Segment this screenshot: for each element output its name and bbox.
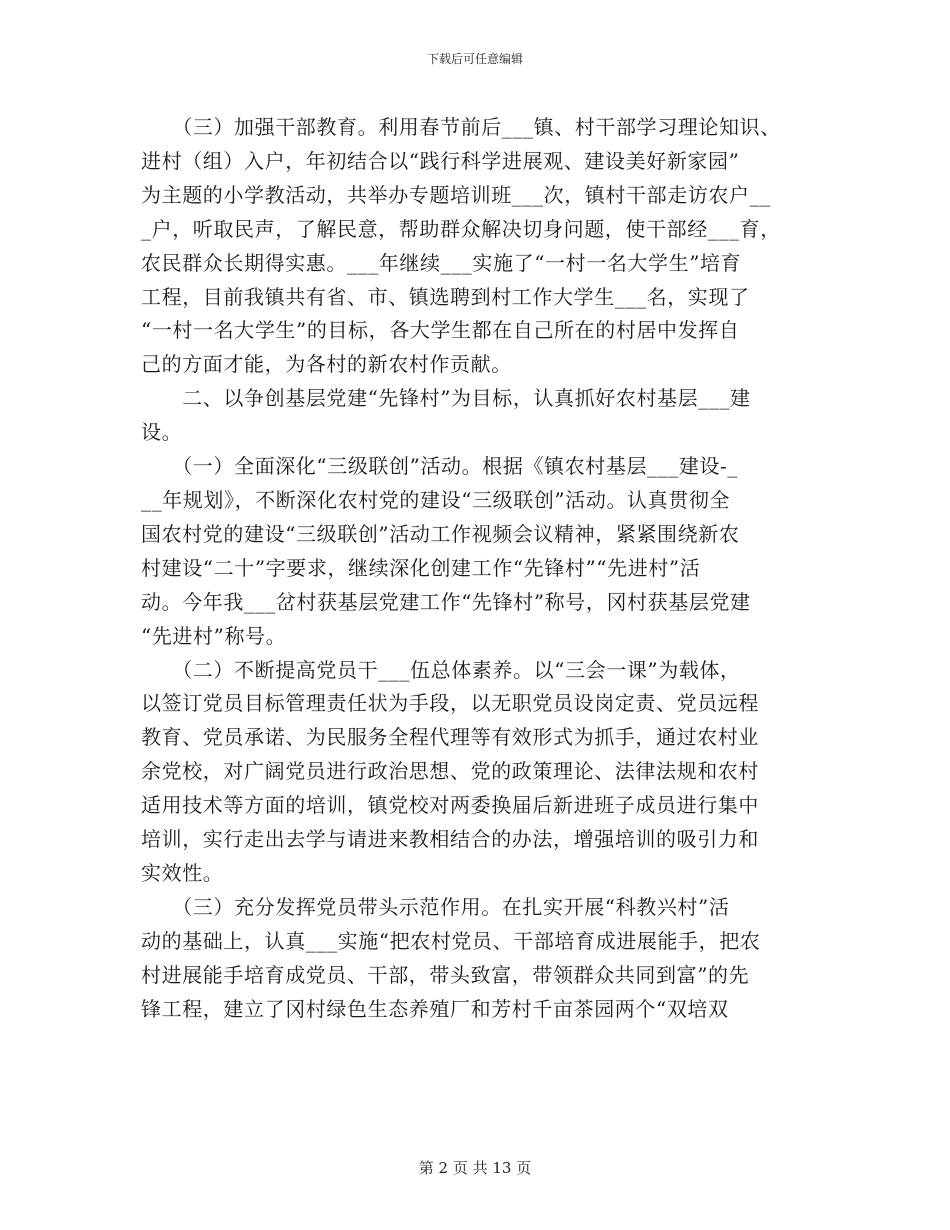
text-line: “先进村”称号。: [141, 623, 287, 648]
text-line: 为主题的小学教活动，共举办专题培训班___次，镇村干部走访农户__: [141, 182, 771, 207]
page-number: 第 2 页 共 13 页: [418, 1159, 532, 1177]
text-line: （三）充分发挥党员带头示范作用。在扎实开展“科教兴村”活: [141, 894, 730, 919]
text-line: 实效性。: [141, 860, 224, 885]
text-line: __年规划》，不断深化农村党的建设“三级联创”活动。认真贯彻全: [141, 487, 731, 512]
text-line: “一村一名大学生”的目标，各大学生都在自己所在的村居中发挥自: [141, 318, 740, 343]
text-line: _户，听取民声，了解民意，帮助群众解决切身问题，使干部经___育，: [141, 216, 781, 241]
text-line: 二、以争创基层党建“先锋村”为目标，认真抓好农村基层___建: [141, 386, 751, 411]
text-line: 锋工程，建立了冈村绿色生态养殖厂和芳村千亩茶园两个“双培双: [141, 996, 729, 1021]
text-line: 以签订党员目标管理责任状为手段，以无职党员设岗定责、党员远程: [141, 691, 759, 716]
text-line: 动。今年我___岔村获基层党建工作“先锋村”称号，冈村获基层党建: [141, 589, 751, 614]
page-header-note: 下载后可任意编辑: [426, 52, 523, 66]
text-line: （三）加强干部教育。利用春节前后___镇、村干部学习理论知识、: [141, 115, 781, 139]
text-line: 进村（组）入户，年初结合以“践行科学进展观、建设美好新家园”: [141, 148, 740, 173]
text-line: 工程，目前我镇共有省、市、镇选聘到村工作大学生___名，实现了: [141, 284, 750, 309]
text-line: 适用技术等方面的培训，镇党校对两委换届后新进班子成员进行集中: [141, 793, 759, 818]
document-body: [141, 111, 809, 1026]
text-line: 动的基础上，认真___实施“把农村党员、干部培育成进展能手，把农: [141, 928, 761, 953]
text-line: 村建设“二十”字要求，继续深化创建工作“先锋村”“先进村”活: [141, 555, 701, 580]
text-line: 设。: [141, 420, 183, 445]
text-line: 己的方面才能，为各村的新农村作贡献。: [141, 352, 512, 377]
text-line: 农民群众长期得实惠。___年继续___实施了“一村一名大学生”培育: [141, 250, 742, 275]
text-line: 国农村党的建设“三级联创”活动工作视频会议精神，紧紧围绕新农: [141, 521, 740, 546]
text-line: 余党校，对广阔党员进行政治思想、党的政策理论、法律法规和农村: [141, 759, 759, 784]
text-line: （二）不断提高党员干___伍总体素养。以“三会一课”为载体，: [141, 657, 741, 682]
text-line: 培训，实行走出去学与请进来教相结合的办法，增强培训的吸引力和: [141, 827, 759, 852]
text-line: （一）全面深化“三级联创”活动。根据《镇农村基层___建设-_: [141, 454, 739, 479]
text-line: 村进展能手培育成党员、干部，带头致富，带领群众共同到富”的先: [141, 962, 750, 987]
text-line: 教育、党员承诺、为民服务全程代理等有效形式为抓手，通过农村业: [141, 725, 759, 750]
